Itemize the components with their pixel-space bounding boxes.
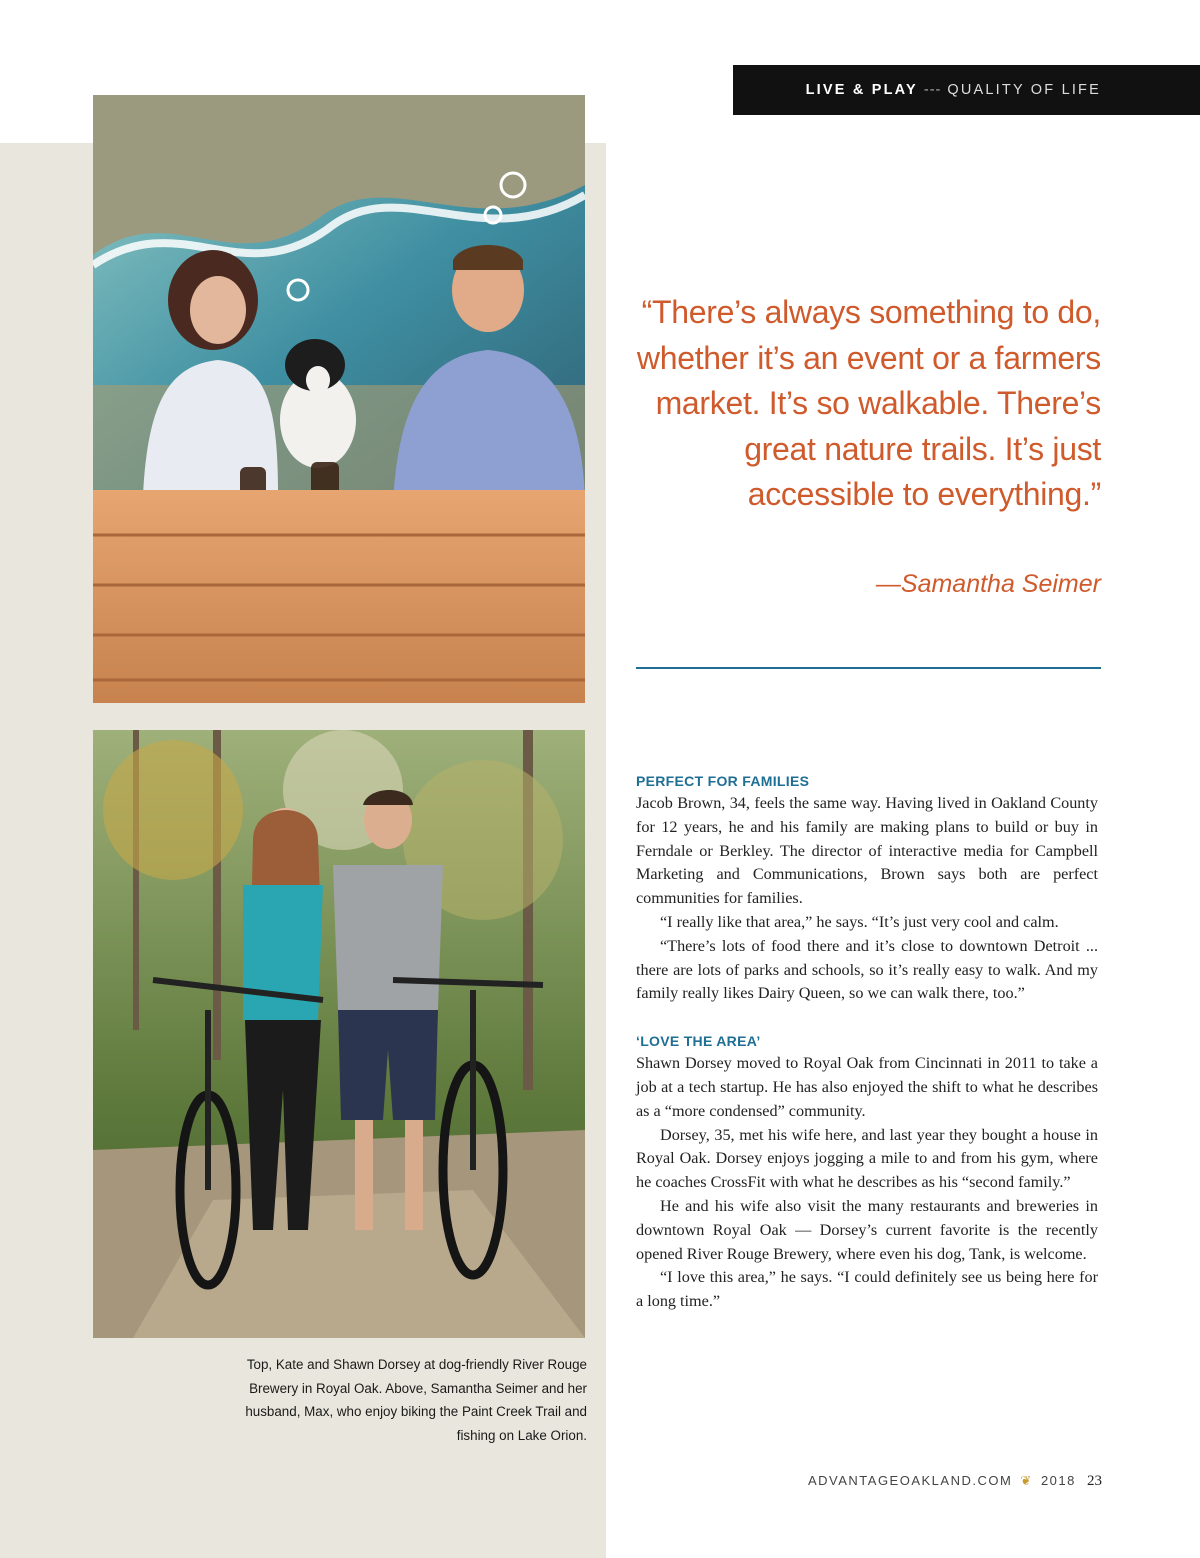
paragraph: Jacob Brown, 34, feels the same way. Having lived in Oakland County for 12 years, he and his family are making plans to build or buy in Ferndale or Berkley. The director of interactive media for Campbell Marketing and Communications, Brown says both are perfect communities for families. (636, 794, 1098, 908)
section-separator: --- (923, 82, 942, 98)
subsection-name: QUALITY OF LIFE (947, 82, 1101, 98)
paragraph: He and his wife also visit the many restaurants and breweries in downtown Royal Oak — Dorsey’s current favorite is the recently opened River Rouge Brewery, where even his dog, Tank, is welcome. (636, 1196, 1098, 1263)
paragraph: Shawn Dorsey moved to Royal Oak from Cincinnati in 2011 to take a job at a tech startup. He has also enjoyed the shift to what he describes as a “more condensed” community. (636, 1054, 1098, 1120)
page-number: 23 (1087, 1473, 1102, 1489)
pull-quote-attribution: —Samantha Seimer (875, 570, 1101, 598)
footer-year: 2018 (1040, 1473, 1076, 1488)
paragraph: “I love this area,” he says. “I could definitely see us being here for a long time.” (636, 1268, 1098, 1311)
footer-leaf-icon: ❦ (1020, 1473, 1033, 1488)
pull-quote: “There’s always something to do, whether it’s an event or a farmers market. It’s so walkable. There’s great nature trails. It’s just accessible to everything.” (636, 294, 1101, 513)
section-heading-love-area: ‘LOVE THE AREA’ (636, 1033, 761, 1050)
paragraph: Dorsey, 35, met his wife here, and last year they bought a house in Royal Oak. Dorsey enjoys jogging a mile to and from his gym, where he coaches CrossFit with what he describes as his “second family.” (636, 1125, 1098, 1192)
page-footer (780, 1473, 1102, 1490)
article-body (636, 770, 1098, 1314)
paragraph: “I really like that area,” he says. “It’s just very cool and calm. (660, 912, 1059, 931)
photo-trail-bikes (93, 730, 585, 1338)
divider-rule (636, 667, 1101, 669)
section-name: LIVE & PLAY (805, 82, 918, 98)
paragraph: “There’s lots of food there and it’s close to downtown Detroit ... there are lots of parks and schools, so it’s really easy to walk. And my family really likes Dairy Queen, so we can walk there, too.” (636, 936, 1098, 1003)
photo-brewery-couple (93, 95, 585, 703)
section-heading-families: PERFECT FOR FAMILIES (636, 773, 810, 789)
section-header (733, 65, 1200, 115)
photo-caption: Top, Kate and Shawn Dorsey at dog-friendly River Rouge Brewery in Royal Oak. Above, Samantha Seimer and her husband, Max, who enjoy biking the Paint Creek Trail and fishing on Lake Orion. (245, 1357, 587, 1443)
footer-site: ADVANTAGEOAKLAND.COM (807, 1473, 1013, 1488)
